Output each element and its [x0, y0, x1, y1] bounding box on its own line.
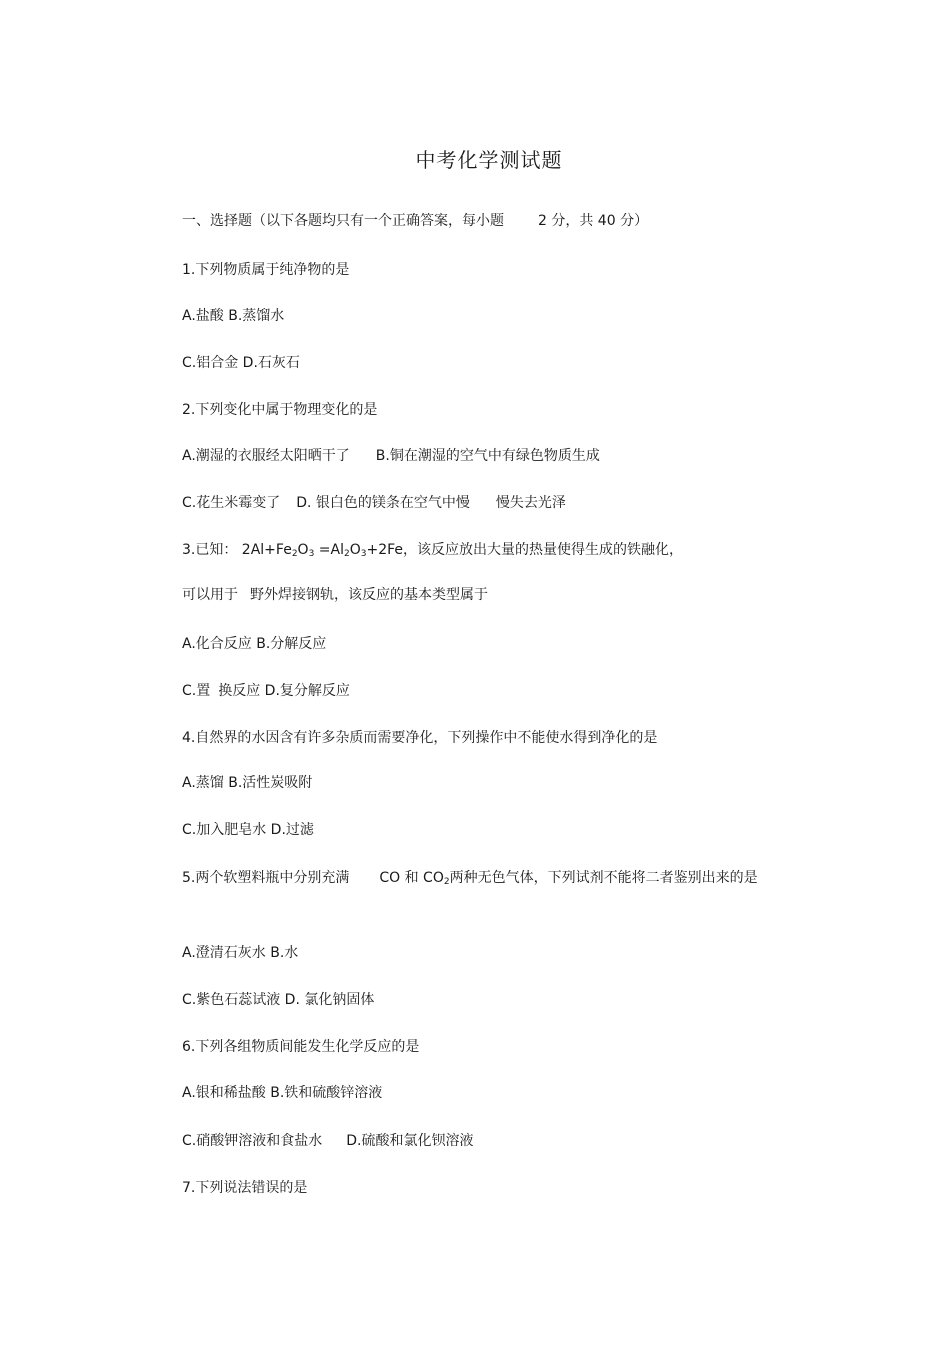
page-title: 中考化学测试题 — [415, 148, 563, 172]
question-3-option-c-part1: C.置 — [182, 683, 211, 699]
question-2-option-d-part1: D. 银白色的镁条在空气中慢 — [296, 495, 470, 511]
section-heading-part1: 一、选择题（以下各题均只有一个正确答案，每小题 — [182, 213, 504, 229]
question-5-options-ab: A.澄清石灰水 B.水 — [182, 945, 299, 961]
question-3-stem-line2 — [182, 585, 488, 605]
question-2-option-a: A.潮湿的衣服经太阳晒干了 — [182, 448, 350, 464]
question-2-options-cd — [182, 493, 566, 513]
equation-equals: =Al — [314, 542, 344, 558]
question-1-options-ab: A.盐酸 B.蒸馏水 — [182, 308, 285, 324]
question-1-stem: 1.下列物质属于纯净物的是 — [182, 262, 350, 278]
question-6-stem: 6.下列各组物质间能发生化学反应的是 — [182, 1039, 420, 1055]
question-4-stem: 4.自然界的水因含有许多杂质而需要净化，下列操作中不能使水得到净化的是 — [182, 730, 658, 746]
question-5-stem-part1: 5.两个软塑料瓶中分别充满 — [182, 870, 350, 886]
question-2-option-d-part2: 慢失去光泽 — [495, 495, 566, 511]
subscript: 2 — [343, 549, 350, 559]
question-5-stem-part2: 两种无色气体，下列试剂不能将二者鉴别出来的是 — [449, 870, 758, 886]
question-3-options-ab: A.化合反应 B.分解反应 — [182, 636, 327, 652]
question-5-gases: CO 和 CO — [379, 870, 444, 886]
subscript: 2 — [291, 549, 298, 559]
subscript: 2 — [443, 877, 450, 887]
oxygen-symbol: O — [349, 542, 361, 558]
section-heading — [182, 211, 648, 231]
question-2-options-ab — [182, 446, 600, 466]
question-6-options-cd — [182, 1131, 473, 1151]
section-heading-part2: 2 分，共 40 分） — [538, 213, 649, 229]
oxygen-symbol: O — [297, 542, 309, 558]
question-4-options-ab: A.蒸馏 B.活性炭吸附 — [182, 775, 313, 791]
subscript: 3 — [308, 549, 315, 559]
question-3-line2-part2: 野外焊接钢轨，该反应的基本类型属于 — [250, 587, 488, 603]
subscript: 3 — [360, 549, 367, 559]
question-1-options-cd: C.铝合金 D.石灰石 — [182, 355, 300, 371]
question-3-stem-rest: +2Fe，该反应放出大量的热量使得生成的铁融化， — [366, 542, 684, 558]
question-4-options-cd: C.加入肥皂水 D.过滤 — [182, 822, 314, 838]
question-6-option-d: D.硫酸和氯化钡溶液 — [346, 1133, 474, 1149]
question-3-option-c-part2: 换反应 D.复分解反应 — [218, 683, 350, 699]
equation-reactants: 3.已知： 2Al+Fe — [182, 542, 292, 558]
question-2-stem: 2.下列变化中属于物理变化的是 — [182, 402, 378, 418]
question-3-options-cd — [182, 681, 350, 701]
question-3-stem — [182, 540, 683, 560]
question-6-options-ab: A.银和稀盐酸 B.铁和硫酸锌溶液 — [182, 1085, 383, 1101]
question-5-options-cd: C.紫色石蕊试液 D. 氯化钠固体 — [182, 992, 375, 1008]
question-2-option-c: C.花生米霉变了 — [182, 495, 281, 511]
question-7-stem: 7.下列说法错误的是 — [182, 1180, 308, 1196]
question-6-option-c: C.硝酸钾溶液和食盐水 — [182, 1133, 323, 1149]
question-3-line2-part1: 可以用于 — [182, 587, 238, 603]
question-5-stem — [143, 865, 773, 891]
question-2-option-b: B.铜在潮湿的空气中有绿色物质生成 — [375, 448, 600, 464]
